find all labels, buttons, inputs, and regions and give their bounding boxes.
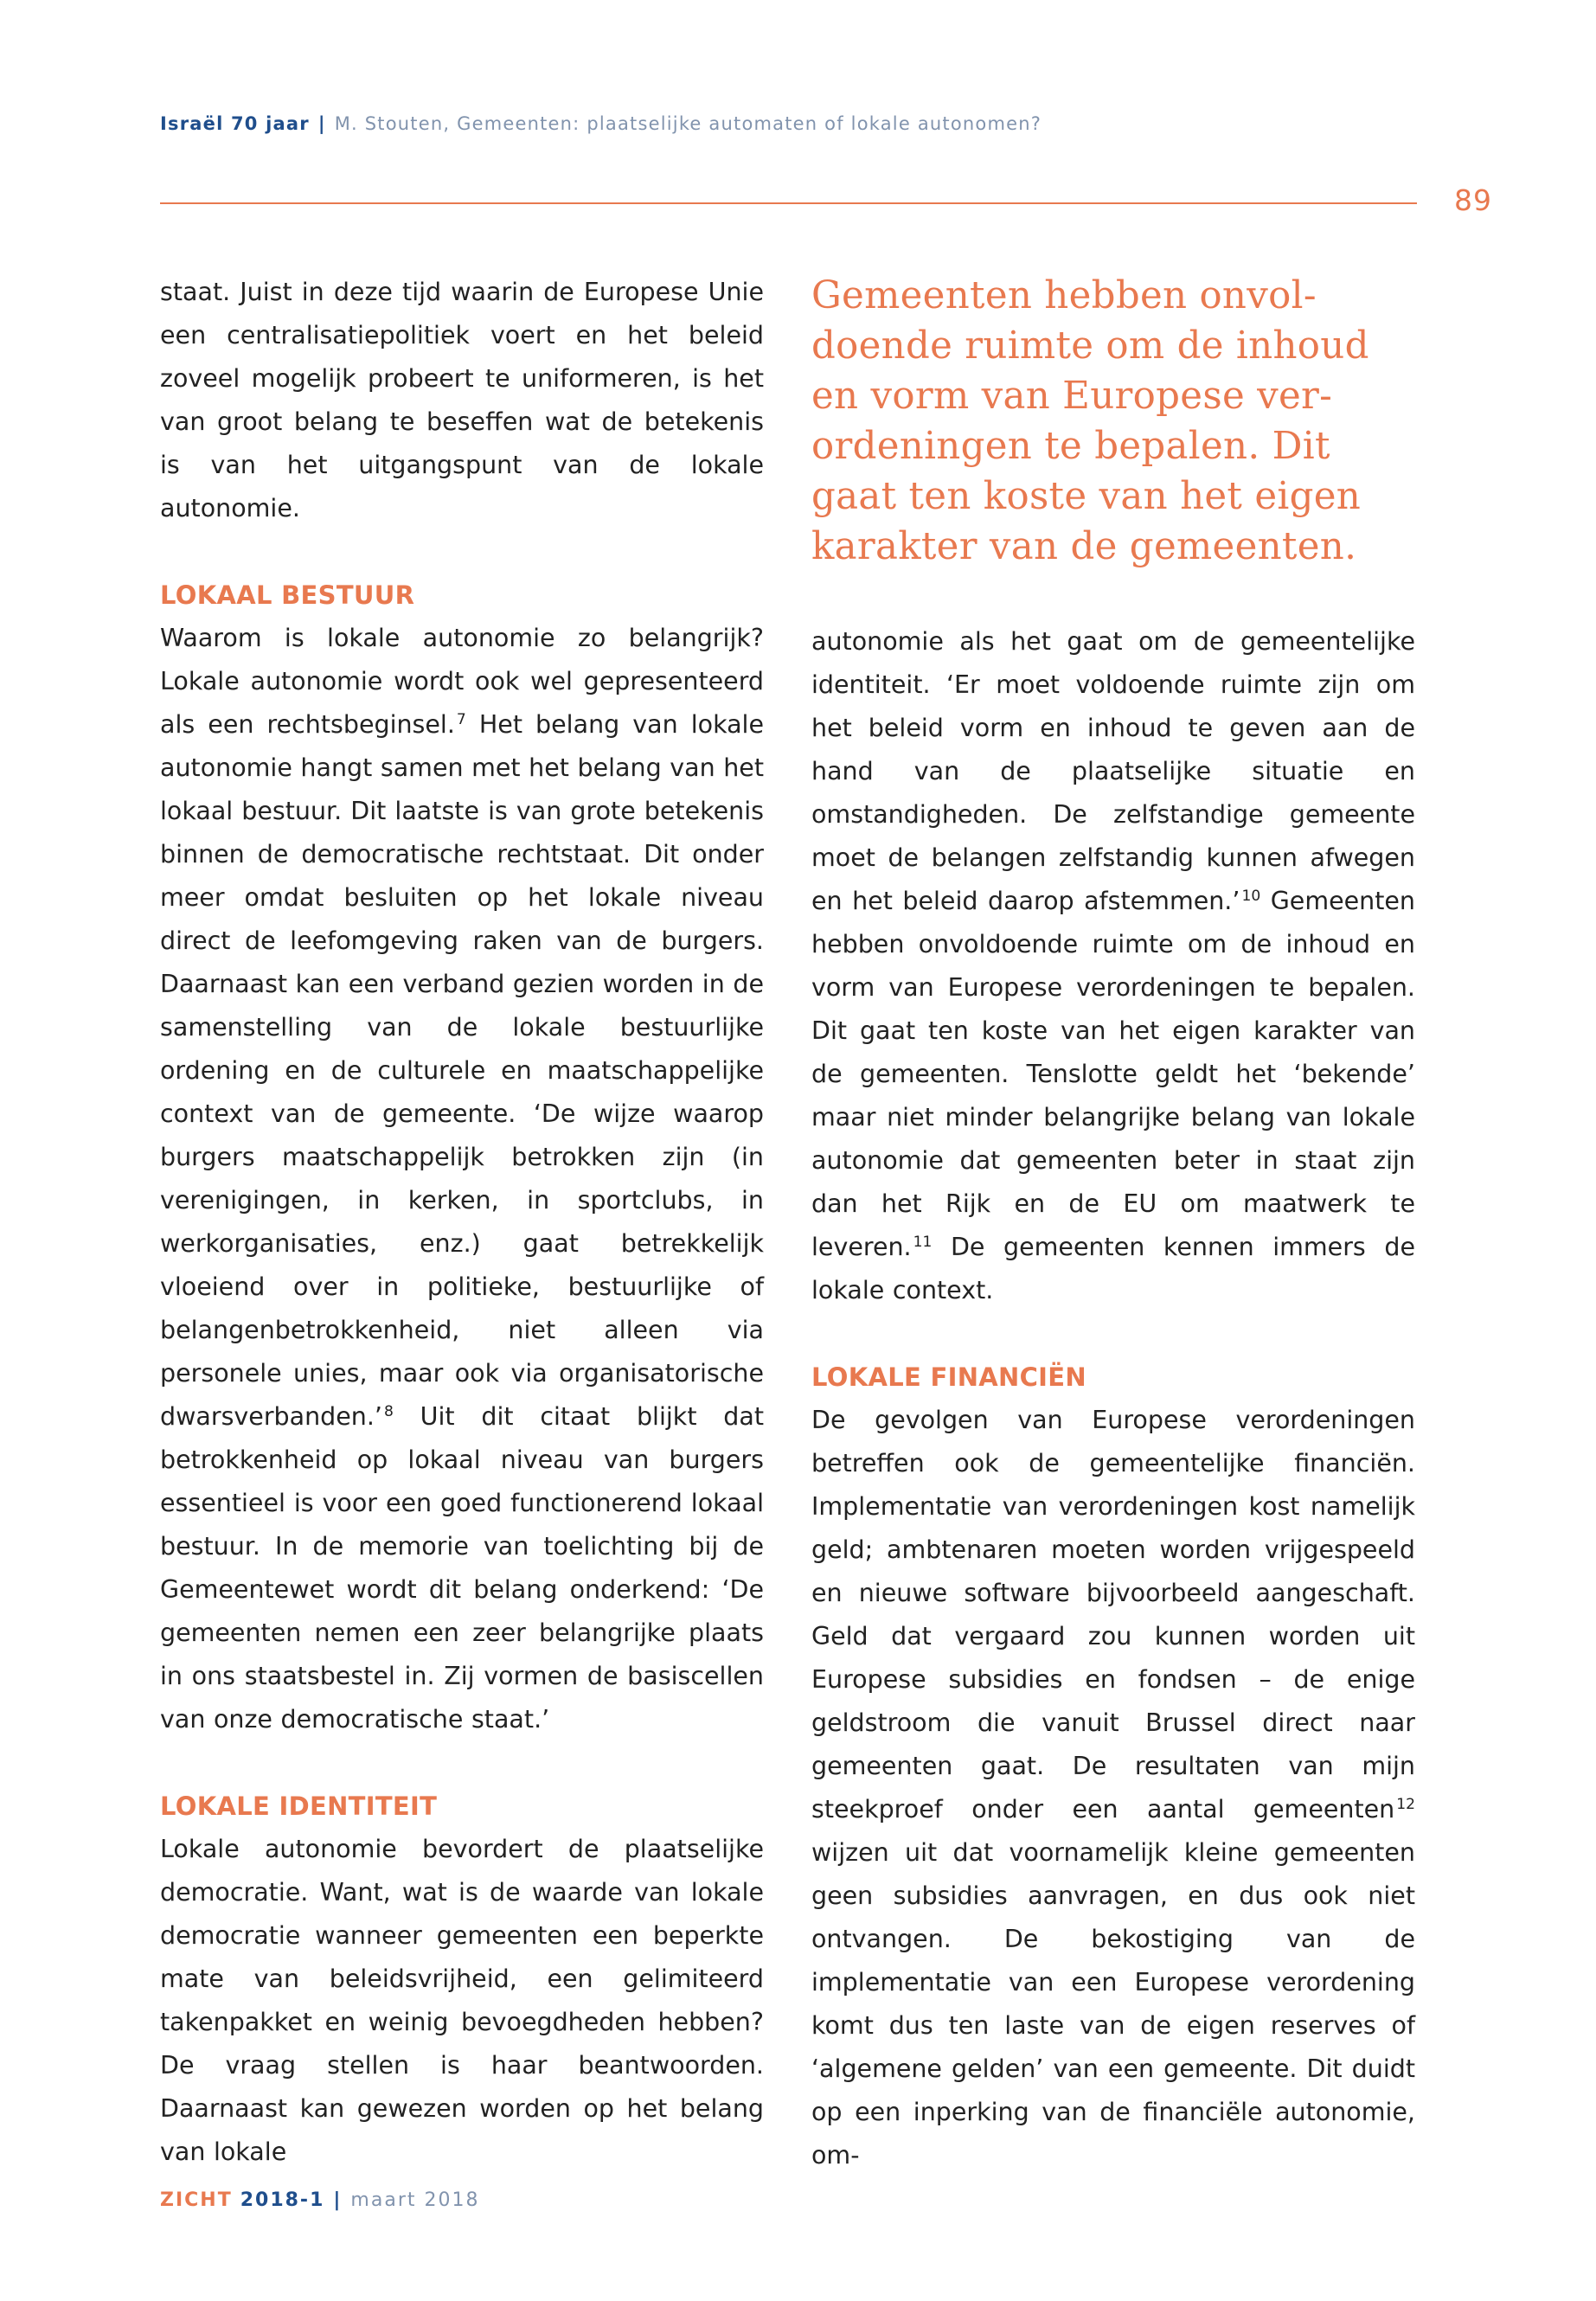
footnote-ref-7: 7 [456, 710, 466, 728]
pull-quote-line: karakter van de gemeenten. [811, 525, 1357, 568]
pull-quote-line: gaat ten koste van het eigen [811, 475, 1362, 518]
article-title: M. Stouten, Gemeenten: plaatselijke automaten of lokale autonomen? [334, 113, 1042, 134]
lokale-financien-paragraph: De gevolgen van Europese verordeningen betreffen ook de gemeentelijke financiën. Implementatie van verordeningen kost namelijk geld; ambtenaren moeten worden vrijgespeeld en nieuwe software bijvoorbeeld aangeschaft. Geld dat vergaard zou kunnen worden uit Europese subsidies en fondsen – de enige geldstroom die vanuit Brussel direct naar gemeenten gaat. De resultaten van mijn steekproef onder een aantal gemeenten $^{12}$ wijzen uit dat voornamelijk kleine gemeenten geen subsidies aanvragen, en dus ook niet ontvangen. De bekostiging van de implementatie van een Europese verordening komt dus ten laste van de eigen reserves of ‘algemene gelden’ van een gemeente. Dit duidt op een inperking van de financiële autonomie, om- [811, 1406, 1415, 2170]
left-column [160, 271, 764, 2174]
footnote-ref-11: 11 [913, 1233, 933, 1251]
pull-quote-line: ordeningen te bepalen. Dit [811, 425, 1330, 468]
heading-lokale-identiteit: LOKALE IDENTITEIT [160, 1791, 438, 1821]
journal-section-title: Israël 70 jaar [160, 113, 310, 134]
footer-magazine-name: ZICHT [160, 2189, 233, 2211]
page-footer [160, 2189, 479, 2211]
lokale-identiteit-paragraph: Lokale autonomie bevordert de plaatselijke democratie. Want, wat is de waarde van lokale democratie wanneer gemeenten een beperkte mate van beleidsvrijheid, een gelimiteerd takenpakket en weinig bevoegdheden hebben? De vraag stellen is haar beantwoorden. Daarnaast kan gewezen worden op het belang van lokale [160, 1835, 764, 2166]
pull-quote-line: Gemeenten hebben onvol- [811, 274, 1317, 317]
footnote-ref-10: 10 [1241, 887, 1261, 905]
heading-lokale-financien: LOKALE FINANCIËN [811, 1362, 1086, 1392]
intro-paragraph: staat. Juist in deze tijd waarin de Europese Unie een centralisatiepolitiek voert en het beleid zoveel mogelijk probeert te uniformeren, is het van groot belang te beseffen wat de betekenis is van het uitgangspunt van de lokale autonomie. [160, 278, 764, 522]
footer-date: maart 2018 [350, 2189, 480, 2211]
right-column [811, 271, 1415, 2177]
header-separator: | [317, 113, 326, 134]
page-number: 89 [1454, 183, 1492, 217]
heading-lokaal-bestuur: LOKAAL BESTUUR [160, 580, 415, 610]
footnote-ref-8: 8 [383, 1402, 394, 1420]
pull-quote-line: doende ruimte om de inhoud [811, 324, 1369, 368]
pull-quote [811, 271, 1415, 572]
footnote-ref-12: 12 [1396, 1795, 1415, 1813]
header-rule [160, 202, 1417, 204]
footer-issue: 2018-1 [240, 2189, 325, 2211]
lokaal-bestuur-paragraph: Waarom is lokale autonomie zo belangrijk? Lokale autonomie wordt ook wel gepresenteerd als een rechtsbeginsel. $^7$ Het belang van lokale autonomie hangt samen met het belang van het lokaal bestuur. Dit laatste is van grote betekenis binnen de democratische rechtstaat. Dit onder meer omdat besluiten op het lokale niveau direct de leefomgeving raken van de burgers. Daarnaast kan een verband gezien worden in de samenstelling van de lokale bestuurlijke ordening en de culturele en maatschappelijke context van de gemeente. ‘De wijze waarop burgers maatschappelijk betrokken zijn (in verenigingen, in kerken, in sportclubs, in werkorganisaties, enz.) gaat betrekkelijk vloeiend over in politieke, bestuurlijke of belangenbetrokkenheid, niet alleen via personele unies, maar ook via organisatorische dwarsverbanden.’ $^8$ Uit dit citaat blijkt dat betrokkenheid op lokaal niveau van burgers essentieel is voor een goed functionerend lokaal bestuur. In de memorie van toelichting bij de Gemeentewet wordt dit belang onderkend: ‘De gemeenten nemen een zeer belangrijke plaats in ons staatsbestel in. Zij vormen de basiscellen van onze democratische staat.’ [160, 624, 764, 1734]
lokale-identiteit-continued-paragraph: autonomie als het gaat om de gemeentelijke identiteit. ‘Er moet voldoende ruimte zijn om het beleid vorm en inhoud te geven aan de hand van de plaatselijke situatie en omstandigheden. De zelfstandige gemeente moet de belangen zelfstandig kunnen afwegen en het beleid daarop afstemmen.’ $^{10}$ Gemeenten hebben onvoldoende ruimte om de inhoud en vorm van Europese verordeningen te bepalen. Dit gaat ten koste van het eigen karakter van de gemeenten. Tenslotte geldt het ‘bekende’ maar niet minder belangrijke belang van lokale autonomie dat gemeenten beter in staat zijn dan het Rijk en de EU om maatwerk te leveren. $^{11}$ De gemeenten kennen immers de lokale context. [811, 627, 1415, 1304]
running-header [160, 113, 1042, 134]
pull-quote-spacer [811, 572, 1415, 620]
pull-quote-line: en vorm van Europese ver- [811, 375, 1333, 418]
footer-separator: | [333, 2189, 343, 2211]
